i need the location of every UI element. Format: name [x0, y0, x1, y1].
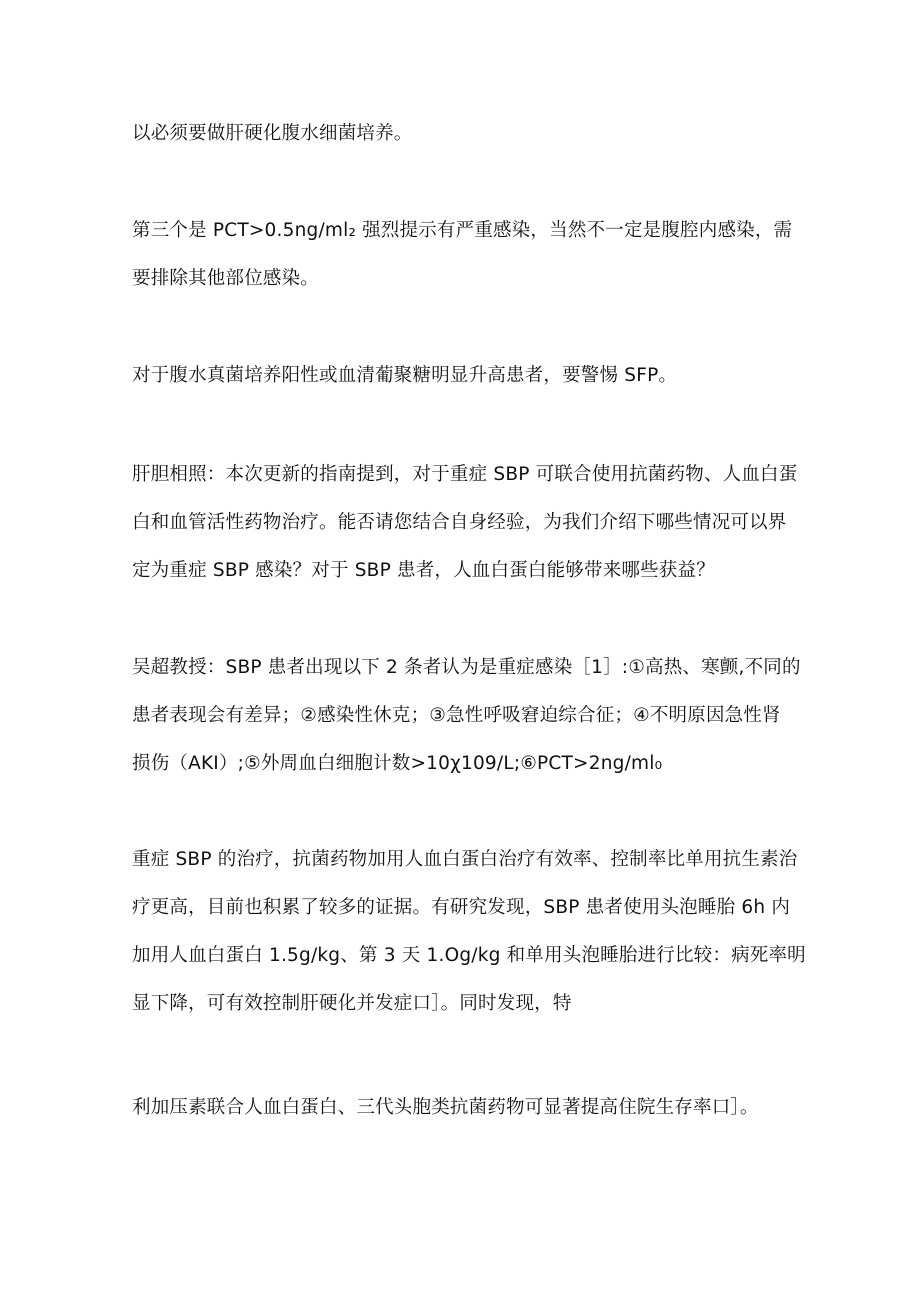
- paragraph-2: [132, 207, 802, 303]
- paragraph-7: [132, 1084, 802, 1132]
- text-line: 患者表现会有差异；②感染性休克；③急性呼吸窘迫综合征；④不明原因急性肾: [132, 705, 781, 726]
- text-line: 白和血管活性药物治疗。能否请您结合自身经验，为我们介绍下哪些情况可以界: [132, 512, 787, 533]
- text-line: 重症 SBP 的治疗，抗菌药物加用人血白蛋白治疗有效率、控制率比单用抗生素治: [132, 849, 798, 870]
- text-line: 第三个是 PCT>0.5ng∕ml₂ 强烈提示有严重感染，当然不一定是腹腔内感染，需: [132, 220, 793, 241]
- paragraph-5: [132, 644, 802, 788]
- text-line: 肝胆相照：本次更新的指南提到，对于重症 SBP 可联合使用抗菌药物、人血白蛋: [132, 464, 798, 485]
- paragraph-3: [132, 352, 802, 400]
- text-line: 要排除其他部位感染。: [132, 268, 320, 289]
- paragraph-4: [132, 451, 802, 595]
- text-line: 显下降，可有效控制肝硬化并发症口］。同时发现，特: [132, 993, 572, 1014]
- text-line: 利加压素联合人血白蛋白、三代头胞类抗菌药物可显著提高住院生存率口］。: [132, 1097, 759, 1118]
- text-line: 吴超教授：SBP 患者出现以下 2 条者认为是重症感染［1］:①高热、寒颤,不同的: [132, 657, 801, 678]
- text-line: 对于腹水真菌培养阳性或血清葡聚糖明显升高患者，要警惕 SFP。: [132, 365, 678, 386]
- text-line: 加用人血白蛋白 1.5g/kg、第 3 天 1.Og∕kg 和单用头泡睡胎进行比较：病死率明: [132, 945, 806, 966]
- text-line: 定为重症 SBP 感染？对于 SBP 患者，人血白蛋白能够带来哪些获益？: [132, 560, 715, 581]
- text-line: 损伤（AKI）;⑤外周血白细胞计数>10χ109∕L;⑥PCT>2ng∕ml₀: [132, 753, 663, 774]
- paragraph-6: [132, 836, 806, 1028]
- paragraph-1: [132, 110, 802, 158]
- text-line: 以必须要做肝硬化腹水细菌培养。: [132, 123, 413, 144]
- text-line: 疗更高，目前也积累了较多的证据。有研究发现，SBP 患者使用头泡睡胎 6h 内: [132, 897, 791, 918]
